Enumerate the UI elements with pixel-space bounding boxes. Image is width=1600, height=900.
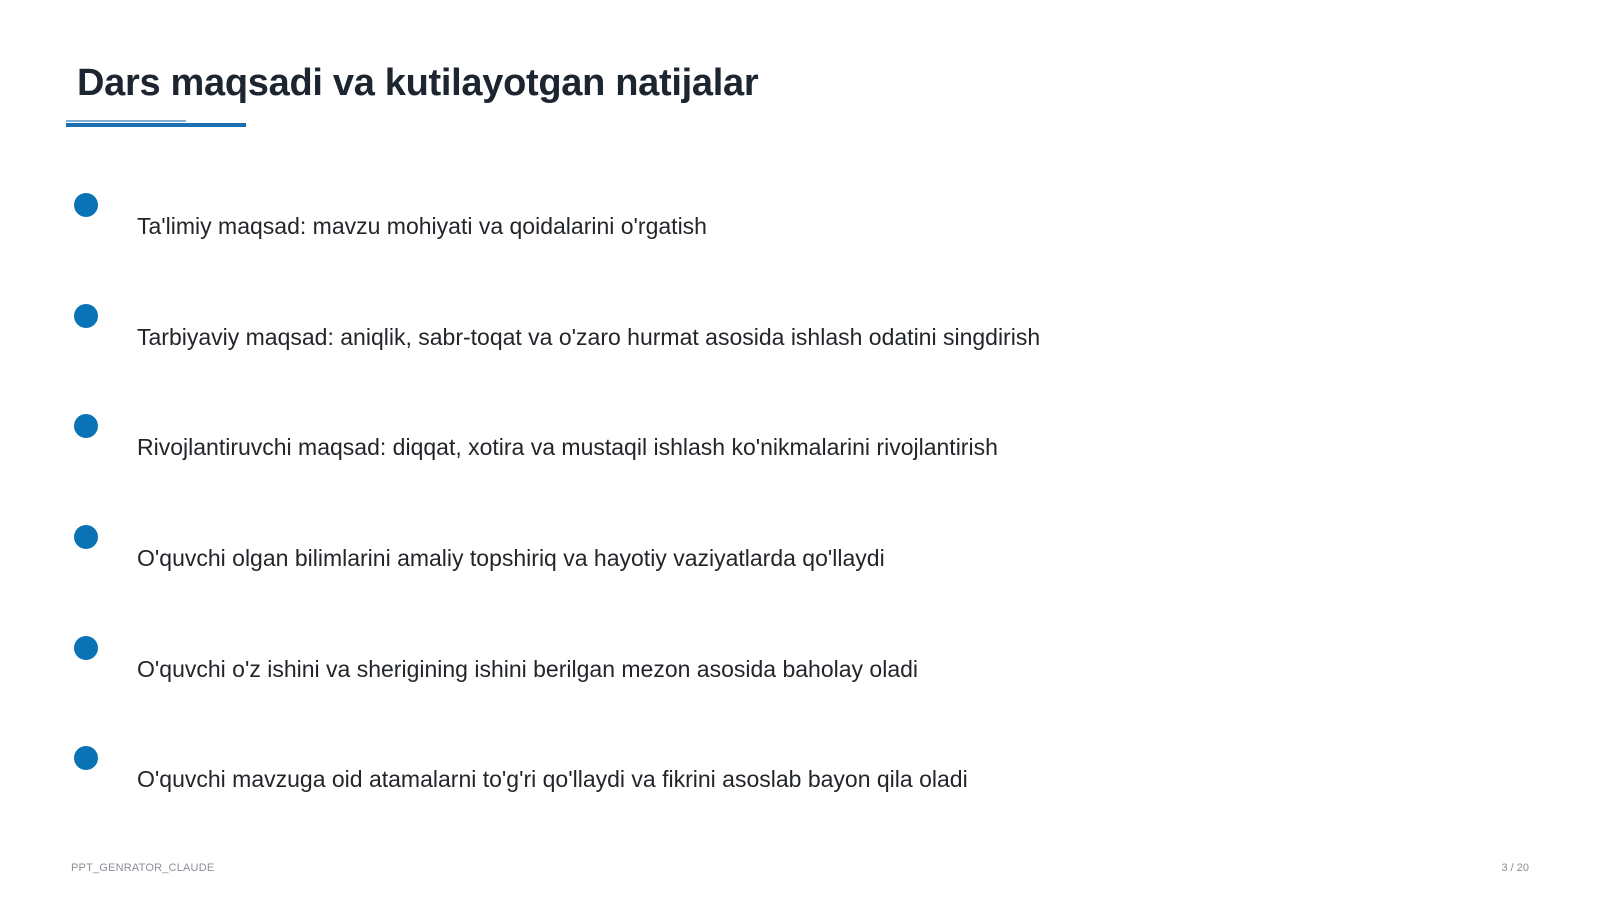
bullet-item: [0, 746, 1600, 826]
bullet-dot-icon: [74, 636, 98, 660]
bullet-dot-icon: [74, 414, 98, 438]
bullet-text: Ta'limiy maqsad: mavzu mohiyati va qoidalarini o'rgatish: [137, 213, 707, 239]
bullet-dot-icon: [74, 193, 98, 217]
bullet-item: [0, 525, 1600, 605]
footer-label: PPT_GENRATOR_CLAUDE: [71, 862, 215, 874]
page-indicator: 3 / 20: [1501, 862, 1529, 874]
bullet-item: [0, 636, 1600, 716]
bullet-dot-icon: [74, 525, 98, 549]
bullet-text: O'quvchi o'z ishini va sherigining ishini berilgan mezon asosida baholay oladi: [137, 656, 919, 682]
bullet-text: O'quvchi mavzuga oid atamalarni to'g'ri qo'llaydi va fikrini asoslab bayon qila oladi: [137, 766, 968, 792]
slide-title: Dars maqsadi va kutilayotgan natijalar: [77, 62, 759, 104]
bullet-item: [0, 304, 1600, 384]
bullet-item: [0, 414, 1600, 494]
bullet-text: Rivojlantiruvchi maqsad: diqqat, xotira va mustaqil ishlash ko'nikmalarini rivojlantirish: [137, 434, 998, 460]
bullet-dot-icon: [74, 304, 98, 328]
bullet-text: O'quvchi olgan bilimlarini amaliy topshiriq va hayotiy vaziyatlarda qo'llaydi: [137, 545, 885, 571]
bullet-dot-icon: [74, 746, 98, 770]
bullet-item: [0, 193, 1600, 273]
bullet-text: Tarbiyaviy maqsad: aniqlik, sabr-toqat va o'zaro hurmat asosida ishlash odatini singdirish: [137, 324, 1041, 350]
